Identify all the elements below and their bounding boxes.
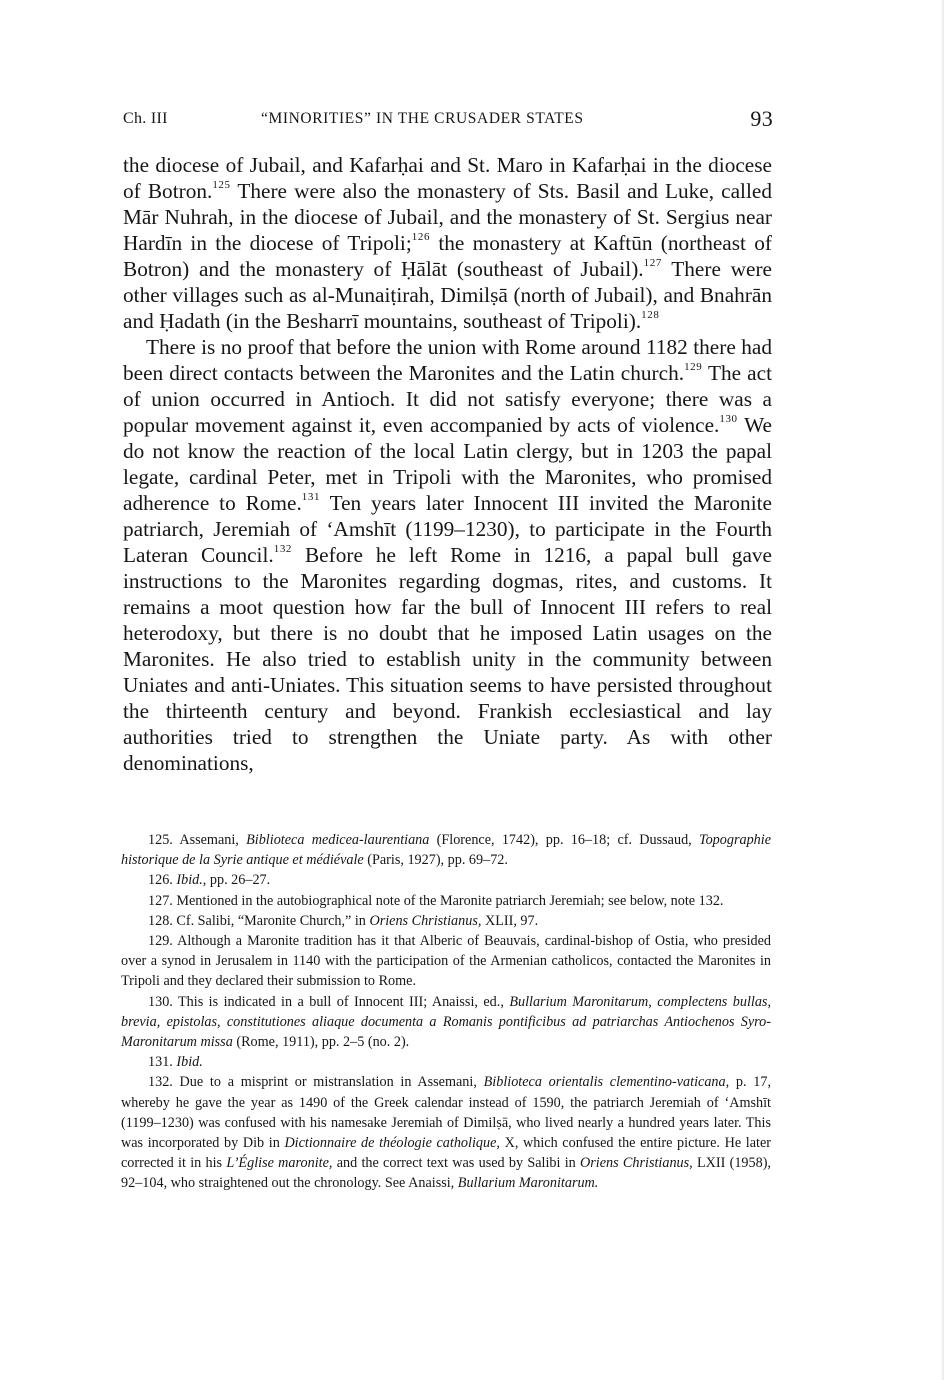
paragraph-1 <box>123 152 772 334</box>
paragraph-2 <box>123 334 772 776</box>
p2-text-2: The act of union occurred in Antioch. It did not satisfy everyone; there was a popular movement against it, even accompanied by acts of violence. <box>123 361 772 437</box>
note-ref-126: 126 <box>411 230 431 243</box>
p1-text-1: the diocese of Jubail, and Kafarḥai and St. Maro in Kafarḥai in the diocese of Botron. <box>123 153 772 203</box>
p2-text-5: Before he left Rome in 1216, a papal bull gave instructions to the Maronites regarding dogmas, rites, and customs. It remains a moot question how far the bull of Innocent III refers to real heterodoxy, but there is no doubt that he imposed Latin usages on the Maronites. He also tried to establish unity in the community between Uniates and anti-Uniates. This situation seems to have persisted throughout the thirteenth century and beyond. Frankish ecclesiastical and lay authorities tried to strengthen the Uniate party. As with other denominations, <box>123 543 772 775</box>
footnote-text: 126. <box>148 872 177 889</box>
footnote-title: L’Église maronite, <box>226 1155 333 1172</box>
running-header <box>123 106 773 136</box>
note-ref-125: 125 <box>212 178 231 191</box>
footnote-title: Oriens Christianus, <box>369 912 482 929</box>
footnote-127 <box>121 891 771 911</box>
footnote-title: Oriens Christianus, <box>580 1155 693 1172</box>
running-title: “MINORITIES” IN THE CRUSADER STATES <box>261 110 584 127</box>
footnote-text: (Florence, 1742), pp. 16–18; cf. Dussaud, <box>429 832 699 848</box>
page-edge-shadow <box>940 0 944 1380</box>
p1-text-4: There were other villages such as al-Munaiṭirah, Dimilṣā (north of Jubail), and Bnahrān and Ḥadath (in the Besharrī mountains, southeast of Tripoli). <box>123 257 772 333</box>
footnote-128 <box>121 911 771 931</box>
footnote-title: Ibid. <box>176 1054 203 1071</box>
footnote-130 <box>121 992 771 1053</box>
footnote-title: Bullarium Maronitarum, complectens bullas, brevia, epistolas, constitutiones aliaque documenta a Romanis pontificibus ad patriarchas Antiochenos Syro-Maronitarum missa <box>121 993 771 1051</box>
footnote-text: and the correct text was used by Salibi in <box>332 1155 581 1172</box>
footnote-text: LXII (1958), 92–104, who straightened out the chronology. See Anaissi, <box>121 1155 771 1192</box>
footnote-title: Biblioteca orientalis clementino-vaticana, <box>483 1074 730 1091</box>
note-ref-131: 131 <box>301 490 321 503</box>
footnote-131 <box>121 1052 771 1072</box>
note-ref-130: 130 <box>719 412 738 425</box>
main-text <box>123 152 772 776</box>
footnote-text: 132. Due to a misprint or mistranslation in Assemani, <box>148 1074 484 1091</box>
footnote-text: 128. Cf. Salibi, “Maronite Church,” in <box>148 912 370 929</box>
footnote-126 <box>121 870 771 890</box>
p2-text-1: There is no proof that before the union with Rome around 1182 there had been direct contacts between the Maronites and the Latin church. <box>123 335 772 385</box>
footnote-text: XLII, 97. <box>481 912 539 929</box>
footnote-title: Dictionnaire de théologie catholique, <box>284 1135 500 1152</box>
footnote-text: X, which confused the entire picture. He later corrected it in his <box>121 1135 771 1172</box>
footnote-title: Topographie historique de la Syrie antique et médiévale <box>121 832 772 869</box>
footnote-title: Biblioteca medicea-laurentiana <box>246 832 430 848</box>
footnote-text: (Rome, 1911), pp. 2–5 (no. 2). <box>232 1034 410 1051</box>
footnote-text: pp. 26–27. <box>206 872 271 889</box>
footnotes <box>121 830 771 1194</box>
footnote-132 <box>121 1072 771 1193</box>
footnote-text: p. 17, whereby he gave the year as 1490 of the Greek calendar instead of 1590, the patriarch Jeremiah of ‘Amshīt (1199–1230) was confused with his namesake Jeremiah of Dimilṣā, who lived nearly a hundred years later. This was incorporated by Dib in <box>121 1074 771 1152</box>
footnote-text: (Paris, 1927), pp. 69–72. <box>363 852 508 869</box>
footnote-title: Ibid., <box>176 872 207 889</box>
footnote-text: 130. This is indicated in a bull of Innocent III; Anaissi, ed., <box>148 993 510 1010</box>
footnote-text: 131. <box>148 1054 177 1071</box>
note-ref-129: 129 <box>684 360 703 373</box>
footnote-text: 125. Assemani, <box>148 832 247 848</box>
footnote-title: Bullarium Maronitarum. <box>457 1175 599 1192</box>
note-ref-127: 127 <box>643 256 662 269</box>
footnote-text: 129. Although a Maronite tradition has it that Alberic of Beauvais, cardinal-bishop of Ostia, who presided over a synod in Jerusalem in 1140 with the participation of the Armenian catholicos, contacted the Maronites in Tripoli and they declared their submission to Rome. <box>121 933 771 990</box>
p1-text-3: the monastery at Kaftūn (northeast of Botron) and the monastery of Ḥālāt (southeast of Jubail). <box>123 231 772 281</box>
footnote-129 <box>121 931 771 992</box>
p1-text-2: There were also the monastery of Sts. Basil and Luke, called Mār Nuhrah, in the diocese of Jubail, and the monastery of St. Sergius near Hardīn in the diocese of Tripoli; <box>123 179 772 255</box>
page-number: 93 <box>750 106 773 131</box>
footnote-text: 127. Mentioned in the autobiographical note of the Maronite patriarch Jeremiah; see below, note 132. <box>148 892 724 909</box>
note-ref-132: 132 <box>273 542 293 555</box>
p2-text-3: We do not know the reaction of the local Latin clergy, but in 1203 the papal legate, cardinal Peter, met in Tripoli with the Maronites, who promised adherence to Rome. <box>123 413 772 515</box>
chapter-label: Ch. III <box>123 110 168 127</box>
p2-text-4: Ten years later Innocent III invited the Maronite patriarch, Jeremiah of ‘Amshīt (1199–1230), to participate in the Fourth Lateran Council. <box>123 491 772 567</box>
note-ref-128: 128 <box>641 308 660 321</box>
footnote-125 <box>121 830 771 870</box>
